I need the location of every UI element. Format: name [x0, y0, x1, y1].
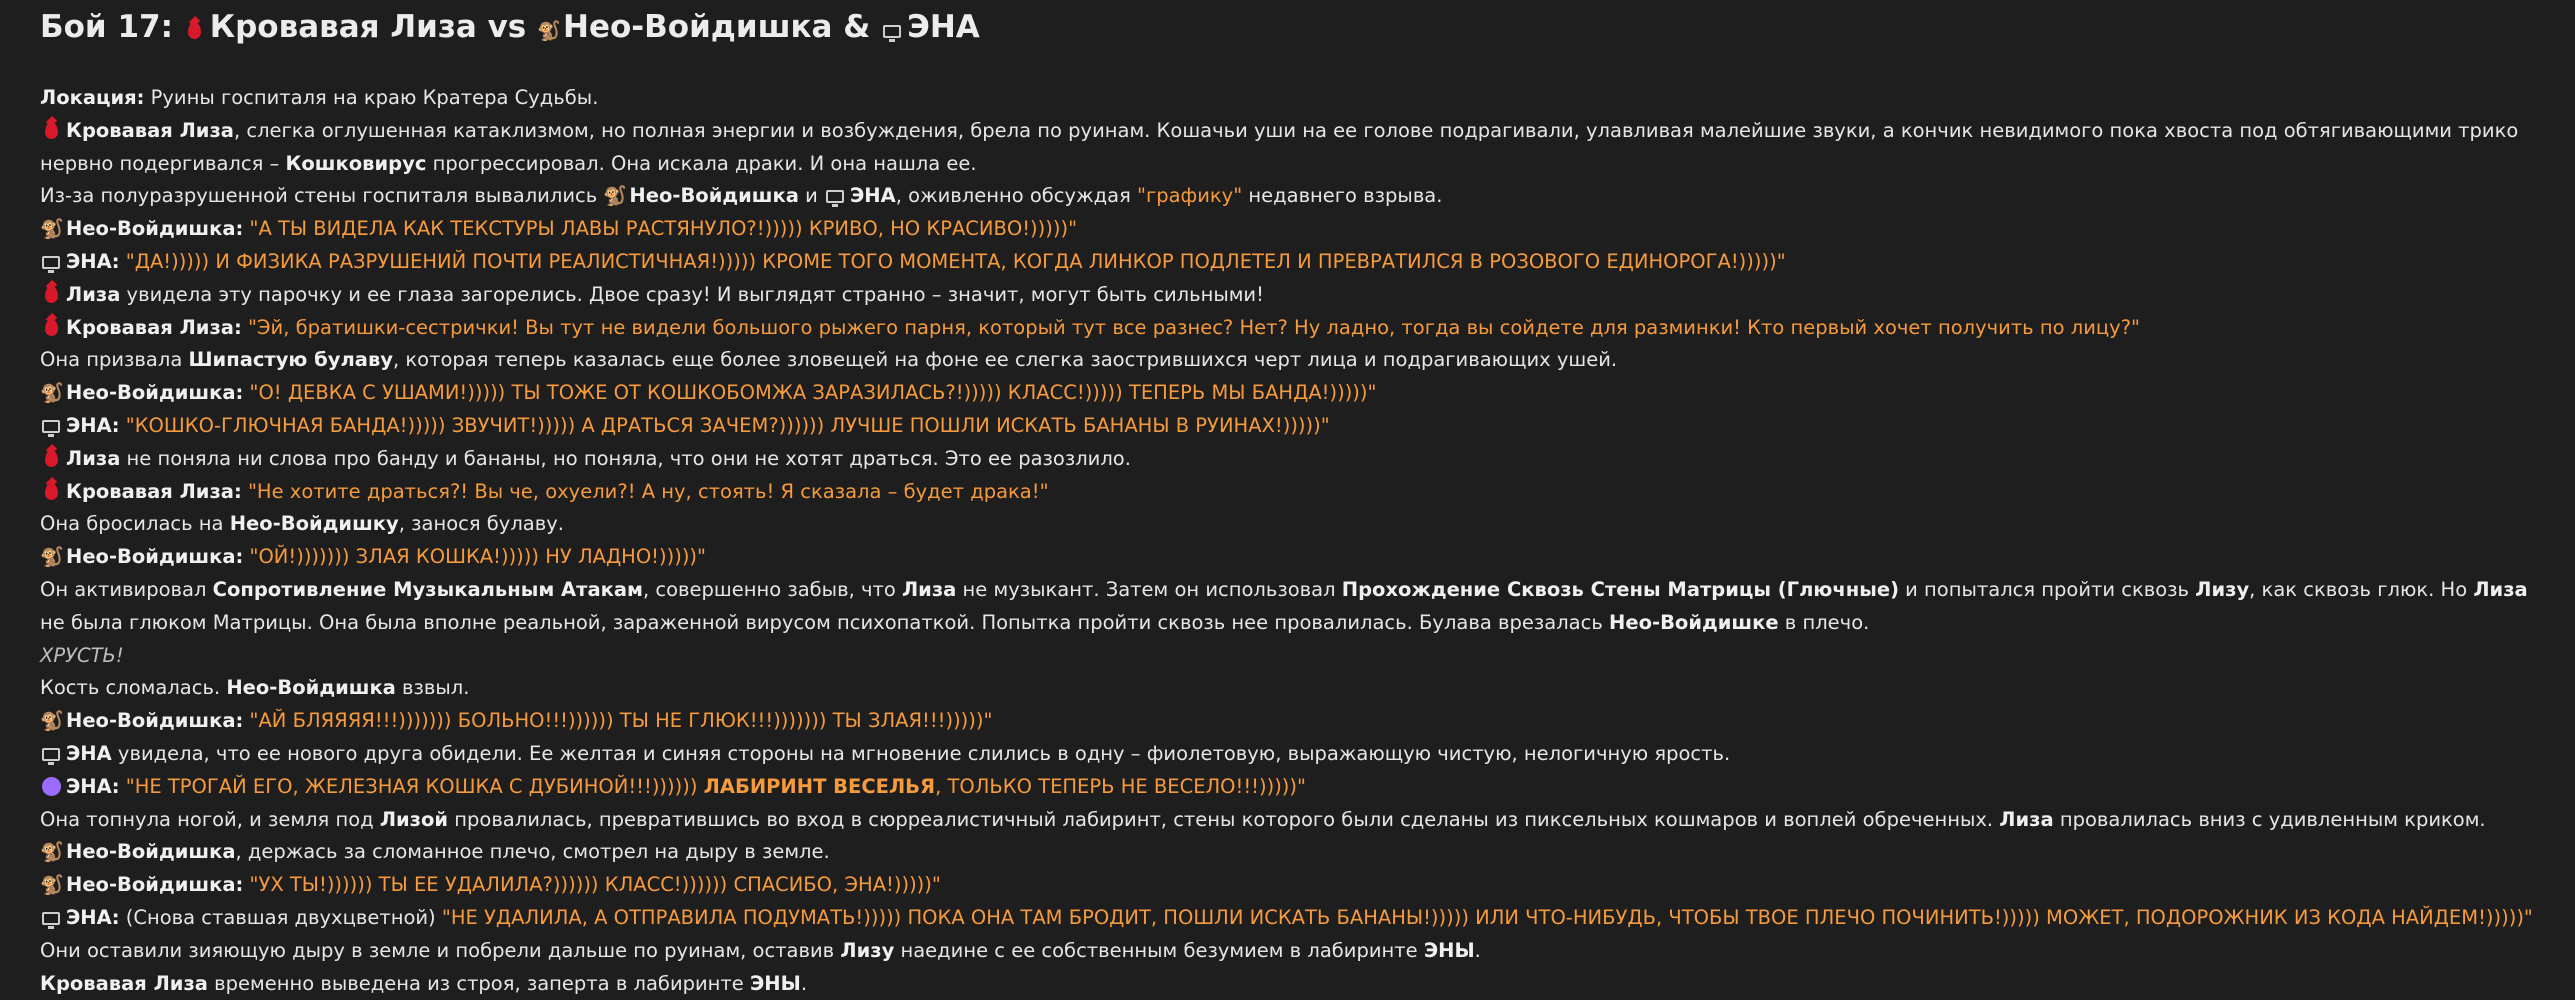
blood-drop-icon: [40, 279, 62, 312]
dialogue-line: ЭНА: "НЕ ТРОГАЙ ЕГО, ЖЕЛЕЗНАЯ КОШКА С ДУБИНОЙ!!!)))))) ЛАБИРИНТ ВЕСЕЛЬЯ, ТОЛЬКО ТЕПЕРЬ НЕ ВЕСЕЛО!!!)))))": [40, 771, 2535, 804]
title-fighter3: ЭНА: [907, 9, 980, 45]
dialogue-line: 🐒 Нео-Войдишка: "УХ ТЫ!)))))) ТЫ ЕЕ УДАЛИЛА?)))))) КЛАСС!)))))) СПАСИБО, ЭНА!)))))": [40, 869, 2535, 902]
blood-drop-icon: [40, 115, 62, 148]
dialogue-line: Кровавая Лиза: "Не хотите драться?! Вы че, охуели?! А ну, стоять! Я сказала – будет драка!": [40, 476, 2535, 509]
purple-circle-icon: [40, 771, 62, 804]
monkey-icon: 🐒: [40, 546, 64, 569]
page-title: [40, 6, 2535, 52]
title-vs: vs: [476, 9, 538, 45]
monitor-icon: [40, 410, 62, 443]
blood-drop-icon: [40, 443, 62, 476]
monkey-icon: 🐒: [40, 874, 64, 897]
dialogue-line: ЭНА: "ДА!))))) И ФИЗИКА РАЗРУШЕНИЙ ПОЧТИ РЕАЛИСТИЧНАЯ!))))) КРОМЕ ТОГО МОМЕНТА, КОГДА ЛИНКОР ПОДЛЕТЕЛ И ПРЕВРАТИЛСЯ В РОЗОВОГО ЕДИНОРОГА!)))))": [40, 246, 2535, 279]
story-paragraph: ЭНА увидела, что ее нового друга обидели. Ее желтая и синяя стороны на мгновение слились в одну – фиолетовую, выражающую чистую, нелогичную ярость.: [40, 738, 2535, 771]
monitor-icon: [40, 902, 62, 935]
title-prefix: Бой 17:: [40, 9, 184, 45]
location-line: Локация: Руины госпиталя на краю Кратера Судьбы.: [40, 86, 599, 109]
dialogue-line: ЭНА: (Снова ставшая двухцветной) "НЕ УДАЛИЛА, А ОТПРАВИЛА ПОДУМАТЬ!))))) ПОКА ОНА ТАМ БРОДИТ, ПОШЛИ ИСКАТЬ БАНАНЫ!))))) ИЛИ ЧТО-НИБУДЬ, ЧТОБЫ ТВОЕ ПЛЕЧО ПОЧИНИТЬ!))))) МОЖЕТ, ПОДОРОЖНИК ИЗ КОДА НАЙДЕМ!)))))": [40, 902, 2535, 935]
story-paragraph: Они оставили зияющую дыру в земле и побрели дальше по руинам, оставив Лизу наедине с ее собственным безумием в лабиринте ЭНЫ.: [40, 938, 1481, 962]
monkey-icon: 🐒: [537, 20, 561, 42]
sound-effect: ХРУСТЬ!: [40, 643, 124, 667]
dialogue-line: 🐒 Нео-Войдишка: "О! ДЕВКА С УШАМИ!))))) ТЫ ТОЖЕ ОТ КОШКОБОМЖА ЗАРАЗИЛАСЬ?!))))) КЛАСС!))))) ТЕПЕРЬ МЫ БАНДА!)))))": [40, 377, 2535, 410]
monitor-icon: [40, 246, 62, 279]
blood-drop-icon: [40, 476, 62, 509]
blood-drop-icon: [40, 312, 62, 345]
story-paragraph: Кость сломалась. Нео-Войдишка взвыл.: [40, 676, 470, 700]
monkey-icon: 🐒: [603, 185, 628, 208]
dialogue-line: 🐒 Нео-Войдишка: "АЙ БЛЯЯЯЯ!!!))))))) БОЛЬНО!!!)))))) ТЫ НЕ ГЛЮК!!!))))))) ТЫ ЗЛАЯ!!!)))))": [40, 705, 2535, 738]
monitor-icon: [40, 738, 62, 771]
title-fighter2: Нео-Войдишка: [563, 9, 833, 45]
monkey-icon: 🐒: [40, 710, 64, 733]
story-paragraph: 🐒 Нео-Войдишка, держась за сломанное плечо, смотрел на дыру в земле.: [40, 836, 2535, 869]
dialogue-line: 🐒 Нео-Войдишка: "А ТЫ ВИДЕЛА КАК ТЕКСТУРЫ ЛАВЫ РАСТЯНУЛО?!))))) КРИВО, НО КРАСИВО!)))))": [40, 213, 2535, 246]
monkey-icon: 🐒: [40, 218, 64, 241]
dialogue-line: ЭНА: "КОШКО-ГЛЮЧНАЯ БАНДА!))))) ЗВУЧИТ!))))) А ДРАТЬСЯ ЗАЧЕМ?)))))) ЛУЧШЕ ПОШЛИ ИСКАТЬ БАНАНЫ В РУИНАХ!)))))": [40, 410, 2535, 443]
dialogue-line: Кровавая Лиза: "Эй, братишки-сестрички! Вы тут не видели большого рыжего парня, который тут все разнес? Нет? Ну ладно, тогда вы сойдете для разминки! Кто первый хочет получить по лицу?": [40, 312, 2535, 345]
monitor-icon: [881, 6, 903, 48]
story-paragraph: Кровавая Лиза, слегка оглушенная катаклизмом, но полная энергии и возбуждения, брела по руинам. Кошачьи уши на ее голове подрагивали, улавливая малейшие звуки, а кончик невидимого пока хвоста под обтягивающими трико нервно подергивался – Кошковирус прогрессировал. Она искала драки. И она нашла ее.: [40, 115, 2535, 181]
story-paragraph: Она топнула ногой, и земля под Лизой провалилась, превратившись во вход в сюрреалистичный лабиринт, стены которого были сделаны из пиксельных кошмаров и воплей обреченных. Лиза провалилась вниз с удивленным криком.: [40, 807, 2486, 831]
dialogue-line: 🐒 Нео-Войдишка: "ОЙ!))))))) ЗЛАЯ КОШКА!))))) НУ ЛАДНО!)))))": [40, 541, 2535, 574]
blood-drop-icon: [184, 6, 206, 48]
monkey-icon: 🐒: [40, 382, 64, 405]
story-paragraph: Из-за полуразрушенной стены госпиталя вывалились 🐒 Нео-Войдишка и ЭНА, оживленно обсуждая "графику" недавнего взрыва.: [40, 180, 2535, 213]
story-paragraph: Он активировал Сопротивление Музыкальным Атакам, совершенно забыв, что Лиза не музыкант. Затем он использовал Прохождение Сквозь Стены Матрицы (Глючные) и попытался пройти сквозь Лизу, как сквозь глюк. Но Лиза не была глюком Матрицы. Она была вполне реальной, зараженной вирусом психопаткой. Попытка пройти сквозь нее провалилась. Булава врезалась Нео-Войдишке в плечо.: [40, 577, 2528, 634]
title-amp: &: [832, 9, 882, 45]
monitor-icon: [824, 180, 846, 213]
story-paragraph: Она бросилась на Нео-Войдишку, занося булаву.: [40, 512, 564, 536]
story-paragraph: Кровавая Лиза временно выведена из строя, заперта в лабиринте ЭНЫ.: [40, 971, 808, 995]
title-fighter1: Кровавая Лиза: [209, 9, 477, 45]
story-paragraph: Лиза не поняла ни слова про банду и бананы, но поняла, что они не хотят драться. Это ее разозлило.: [40, 443, 2535, 476]
monkey-icon: 🐒: [40, 841, 64, 864]
story-paragraph: Лиза увидела эту парочку и ее глаза загорелись. Двое сразу! И выглядят странно – значит, могут быть сильными!: [40, 279, 2535, 312]
story-paragraph: Она призвала Шипастую булаву, которая теперь казалась еще более зловещей на фоне ее слегка заострившихся черт лица и подрагивающих ушей.: [40, 348, 1618, 372]
